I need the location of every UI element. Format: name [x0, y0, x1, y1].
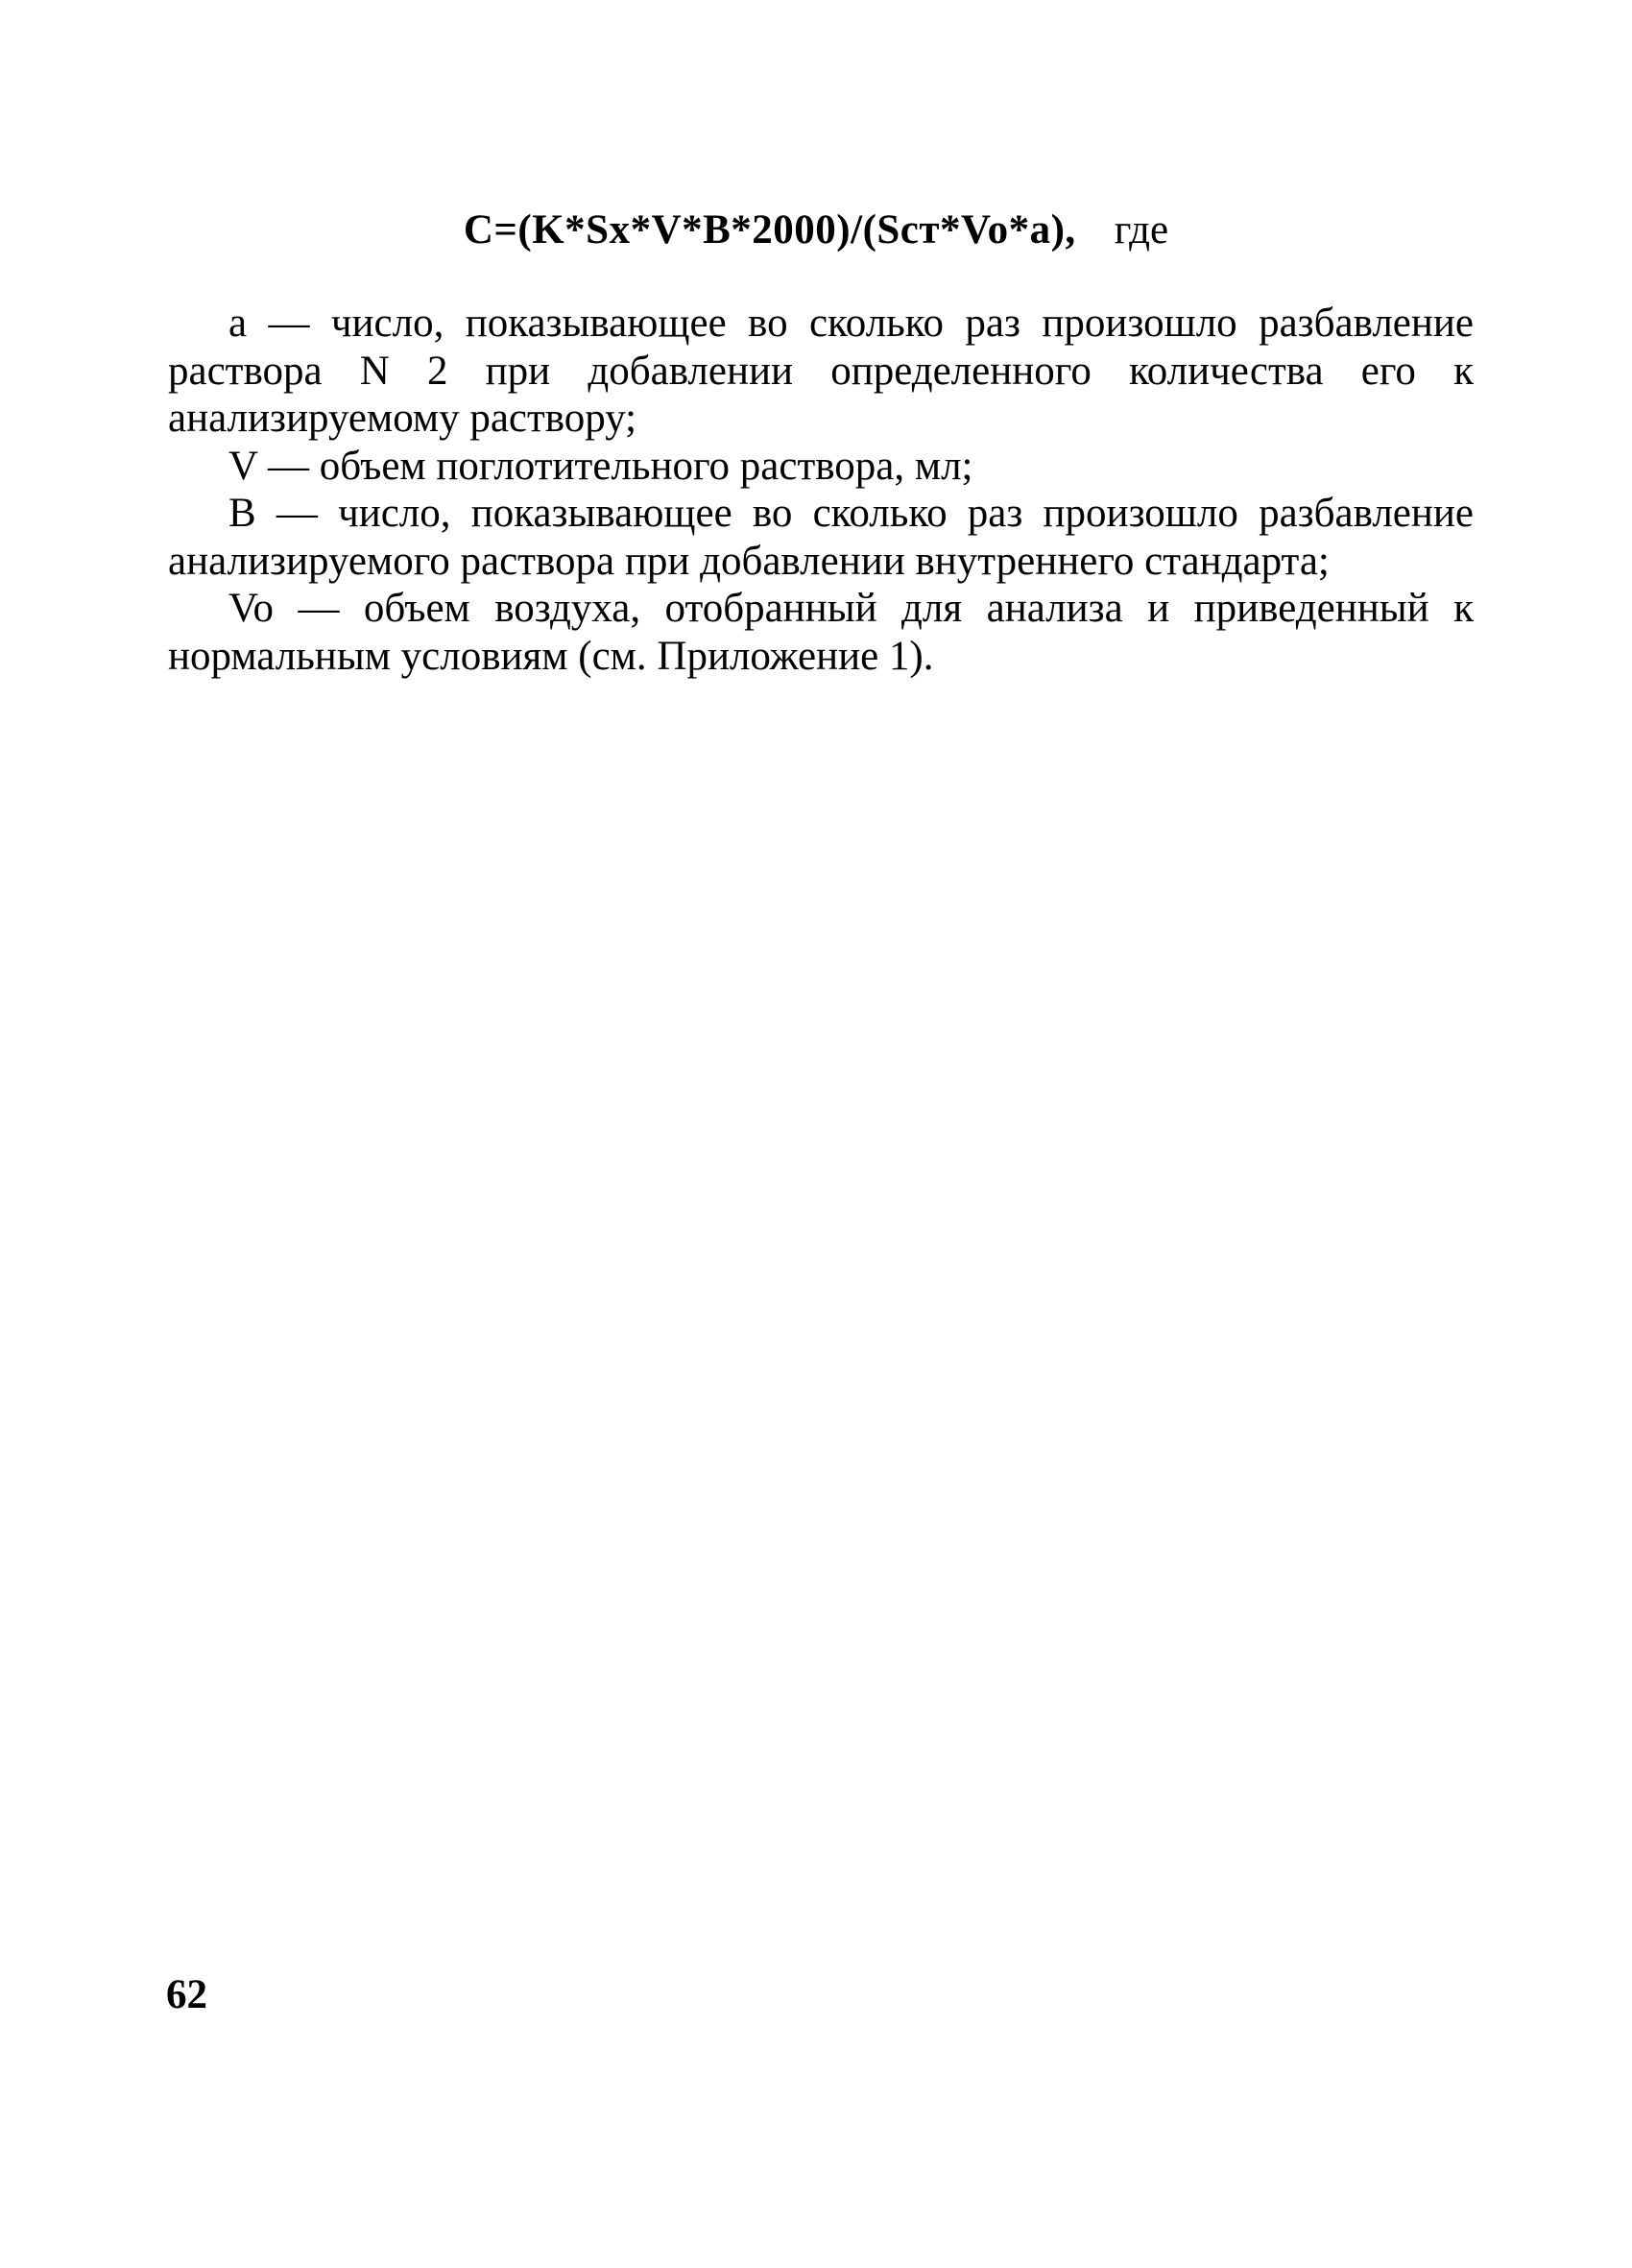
definition-b: B — число, показывающее во сколько раз произошло разбавление анализируемого раствора при добавлении внутреннего стандарта; [168, 491, 1474, 584]
definition-vo: Vo — объем воздуха, отобранный для анализа и приведенный к нормальным условиям (см. Приложение 1). [168, 586, 1474, 679]
formula-expression: C=(K*Sx*V*B*2000)/(Scт*Vo*a), [463, 207, 1076, 253]
definition-a: а — число, показывающее во сколько раз произошло разбавление раствора N 2 при добавлении определенного количества его к анализируемому раствору; [168, 301, 1474, 441]
formula-where-label: где [1114, 207, 1169, 253]
formula-line [0, 204, 1632, 257]
page-number: 62 [166, 1972, 207, 2017]
definitions-list [168, 300, 1474, 680]
definition-v: V — объем поглотительного раствора, мл; [228, 443, 973, 489]
